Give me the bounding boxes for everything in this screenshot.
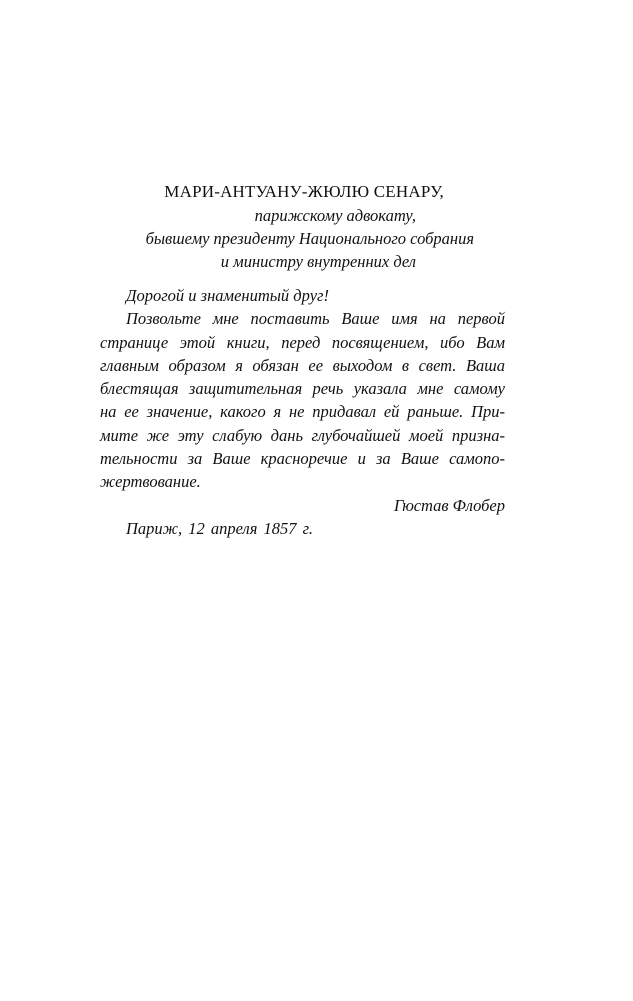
letter-signature: Гюстав Флобер (393, 495, 505, 515)
dedicatee-role-line: и министру внутренних дел (220, 252, 416, 271)
dedication-letter (100, 284, 505, 540)
letter-salutation: Дорогой и знаменитый друг! (126, 286, 329, 305)
dedicatee-role-line: парижскому адвокату, (254, 206, 416, 225)
letter-line: главным образом я обязан ее выходом в свет. Ваша (100, 355, 505, 375)
dedicatee-name: МАРИ-АНТУАНУ-ЖЮЛЮ СЕНАРУ, (164, 182, 444, 201)
letter-line: блестящая защитительная речь указала мне самому (100, 379, 505, 399)
letter-line: тельности за Ваше красноречие и за Ваше самопо- (100, 449, 505, 469)
letter-line: Позвольте мне поставить Ваше имя на первой (126, 309, 505, 329)
dedication-block (124, 180, 504, 273)
letter-line: мите же эту слабую дань глубочайшей моей призна- (100, 425, 505, 445)
letter-line: странице этой книги, перед посвящением, ибо Вам (100, 332, 505, 352)
letter-place-date: Париж, 12 апреля 1857 г. (126, 518, 314, 538)
letter-line: жертвование. (100, 472, 201, 492)
letter-line: на ее значение, какого я не придавал ей раньше. При- (100, 402, 505, 422)
dedicatee-role-line: бывшему президенту Национального собрания (145, 229, 474, 248)
